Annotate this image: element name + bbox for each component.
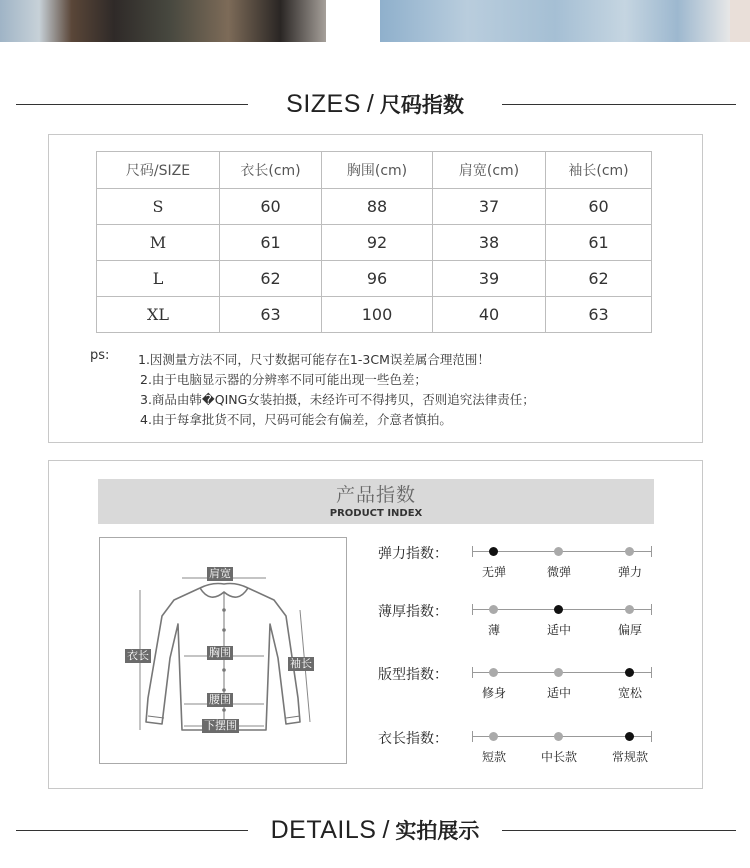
table-cell: 60 <box>546 189 652 225</box>
sizes-title-cn: 尺码指数 <box>379 93 464 117</box>
diagram-label-waist: 腰围 <box>209 693 231 706</box>
sizes-title-sep: / <box>366 90 374 118</box>
track-tick <box>472 731 473 742</box>
note-line: 3.商品由韩�QING女装拍摄，未经许可不得拷贝，否则追究法律责任； <box>140 392 535 407</box>
table-cell: 62 <box>220 261 322 297</box>
table-cell: 96 <box>322 261 433 297</box>
index-dot-selected <box>625 732 634 741</box>
index-option: 薄 <box>487 623 501 637</box>
table-row <box>97 297 652 333</box>
index-dot-selected <box>625 668 634 677</box>
table-cell: 63 <box>220 297 322 333</box>
note-line: 2.由于电脑显示器的分辨率不同可能出现一些色差； <box>140 372 427 387</box>
details-section-header <box>0 810 750 850</box>
index-dot <box>489 732 498 741</box>
track-tick <box>651 731 652 742</box>
table-row <box>97 225 652 261</box>
table-cell: 61 <box>220 225 322 261</box>
index-name: 衣长指数： <box>378 731 448 747</box>
index-dot <box>554 547 563 556</box>
details-title <box>0 810 750 851</box>
index-row-thickness <box>378 601 658 641</box>
header-length: 衣长(cm) <box>220 152 322 189</box>
track-tick <box>472 667 473 678</box>
sizes-title-en: SIZES <box>286 90 361 118</box>
index-option: 偏厚 <box>617 623 643 637</box>
index-option: 适中 <box>546 686 572 700</box>
index-dot <box>625 547 634 556</box>
details-title-en: DETAILS <box>270 816 377 844</box>
table-cell: 61 <box>546 225 652 261</box>
table-cell: 100 <box>322 297 433 333</box>
header-chest: 胸围(cm) <box>322 152 433 189</box>
track-tick <box>472 604 473 615</box>
product-photo-right <box>380 0 730 42</box>
header-sleeve: 袖长(cm) <box>546 152 652 189</box>
table-cell: 63 <box>546 297 652 333</box>
diagram-label-hem: 下摆围 <box>204 719 237 732</box>
index-dot <box>554 732 563 741</box>
index-option: 中长款 <box>540 750 578 764</box>
index-row-fit <box>378 664 658 704</box>
index-option: 修身 <box>481 686 507 700</box>
index-option: 无弹 <box>481 565 507 579</box>
details-title-cn: 实拍展示 <box>395 819 480 843</box>
diagram-label-shoulder: 肩宽 <box>209 567 231 580</box>
index-option: 弹力 <box>617 565 643 579</box>
index-option: 短款 <box>481 750 507 764</box>
track-tick <box>651 667 652 678</box>
product-photo-edge <box>730 0 750 42</box>
size-table <box>96 151 652 333</box>
index-option: 宽松 <box>617 686 643 700</box>
table-cell: 39 <box>433 261 546 297</box>
product-index-banner <box>98 479 654 524</box>
index-row-elasticity <box>378 543 658 583</box>
index-name: 薄厚指数： <box>378 604 448 620</box>
diagram-label-chest: 胸围 <box>209 646 231 659</box>
index-row-length <box>378 728 658 768</box>
track-tick <box>651 546 652 557</box>
sizes-section-header <box>0 84 750 124</box>
note-line: 4.由于每拿批货不同，尺码可能会有偏差，介意者慎拍。 <box>140 412 452 427</box>
table-cell: 37 <box>433 189 546 225</box>
diagram-label-sleeve: 袖长 <box>290 657 312 670</box>
note-line: 1.因测量方法不同，尺寸数据可能存在1-3CM误差属合理范围！ <box>138 352 490 367</box>
product-photo-left <box>0 0 326 42</box>
top-photo-strip <box>0 0 750 42</box>
notes-ps-label: ps: <box>90 348 110 363</box>
table-cell: 92 <box>322 225 433 261</box>
sizes-title <box>0 84 750 125</box>
index-dot-selected <box>489 547 498 556</box>
table-cell: 62 <box>546 261 652 297</box>
size-table-header-row <box>97 152 652 189</box>
index-name: 版型指数： <box>378 667 448 683</box>
table-row <box>97 189 652 225</box>
index-name: 弹力指数： <box>378 546 448 562</box>
index-dot <box>554 668 563 677</box>
product-index-title-cn: 产品指数 <box>335 484 416 506</box>
diagram-label-length: 衣长 <box>127 649 149 662</box>
header-size: 尺码/SIZE <box>97 152 220 189</box>
table-cell: 60 <box>220 189 322 225</box>
product-index-title-en: PRODUCT INDEX <box>329 508 423 519</box>
header-shoulder: 肩宽(cm) <box>433 152 546 189</box>
size-cell: S <box>97 189 220 225</box>
index-dot <box>489 668 498 677</box>
garment-diagram <box>99 537 347 764</box>
table-cell: 40 <box>433 297 546 333</box>
table-row <box>97 261 652 297</box>
index-option: 微弹 <box>546 565 572 579</box>
track-tick <box>651 604 652 615</box>
index-option: 常规款 <box>611 750 649 764</box>
size-cell: XL <box>97 297 220 333</box>
index-option: 适中 <box>546 623 572 637</box>
details-title-sep: / <box>382 816 390 844</box>
track-tick <box>472 546 473 557</box>
size-cell: M <box>97 225 220 261</box>
table-cell: 38 <box>433 225 546 261</box>
size-cell: L <box>97 261 220 297</box>
index-dot-selected <box>554 605 563 614</box>
table-cell: 88 <box>322 189 433 225</box>
index-dot <box>489 605 498 614</box>
index-dot <box>625 605 634 614</box>
